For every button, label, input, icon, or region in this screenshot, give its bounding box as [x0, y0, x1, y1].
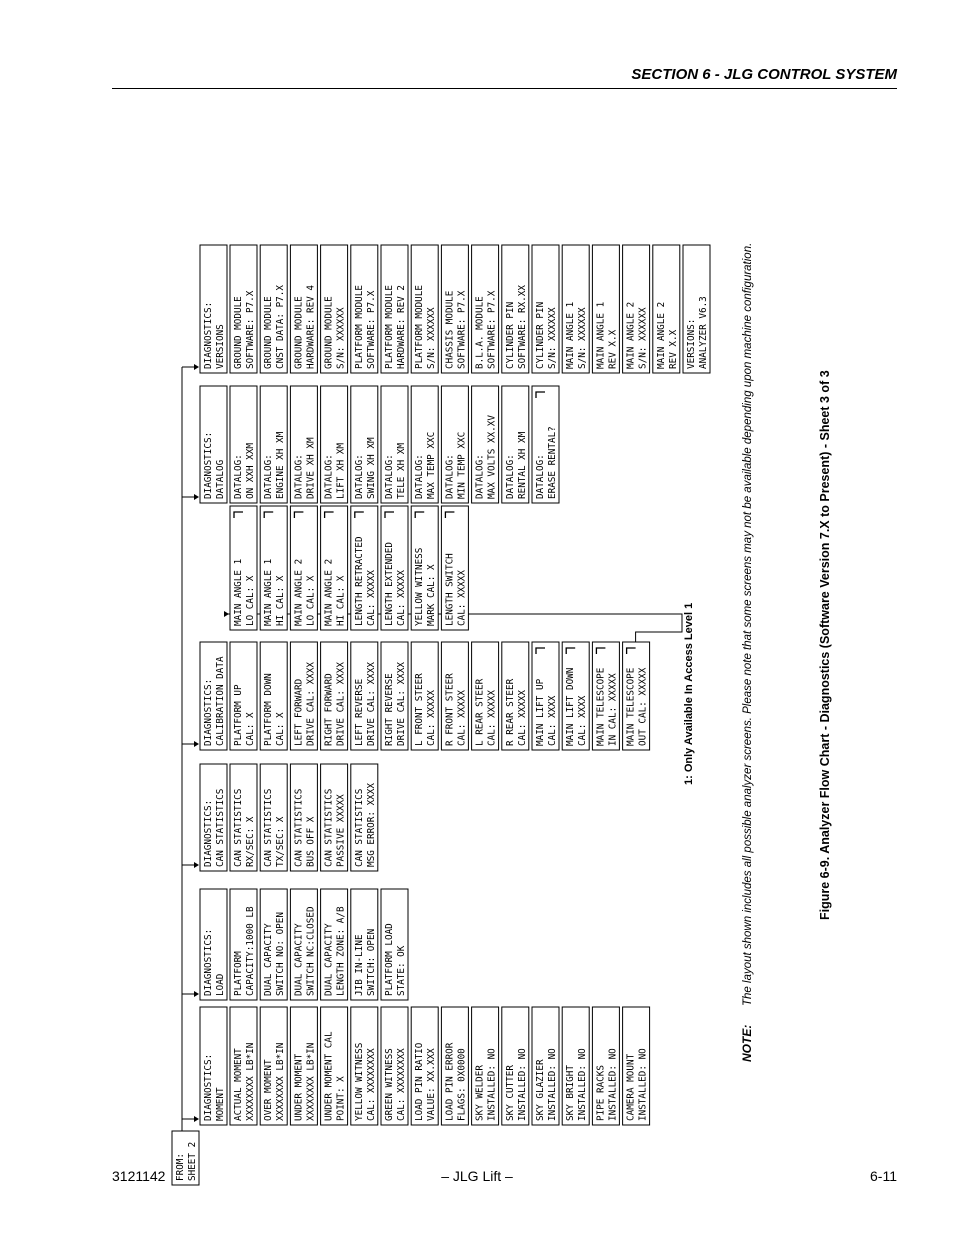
column-1-heading-line: DIAGNOSTICS:: [203, 928, 214, 996]
column-5-item-line: RENTAL XH XM: [516, 431, 528, 499]
document-number: 3121142: [112, 1168, 166, 1184]
column-0-item: [592, 1007, 619, 1125]
column-0-heading: [200, 1007, 227, 1125]
column-5-heading: [200, 386, 227, 503]
column-6-item-line: SOFTWARE: RX.XX: [516, 285, 528, 369]
column-2-heading-line: CAN STATISTICS: [215, 788, 226, 867]
column-4-item: [260, 506, 287, 630]
column-6-item-line: CYLINDER PIN: [535, 301, 546, 369]
arrow-head: [224, 611, 229, 617]
column-6-item-line: GROUND MODULE: [263, 296, 275, 369]
column-0-item-line: SKY CUTTER: [504, 1065, 516, 1121]
column-4-item-line: LENGTH SWITCH: [444, 553, 456, 626]
column-3-item-line: MAIN TELESCOPE: [595, 667, 607, 746]
column-0-item-line: YELLOW WITNESS: [353, 1042, 365, 1121]
column-6-item: [472, 245, 499, 373]
column-6-item-line: B.L.A. MODULE: [474, 296, 486, 369]
column-6-item-line: MAIN ANGLE 2: [655, 301, 667, 369]
column-4-item: [351, 506, 378, 630]
column-2-item: [321, 764, 348, 871]
column-3-item: [411, 642, 438, 750]
from-sheet-2-box-line: FROM:: [175, 1153, 186, 1181]
column-1-item-line: PLATFORM: [233, 951, 244, 996]
column-5-item-line: MIN TEMP XXC: [456, 431, 468, 499]
column-2-item: [260, 764, 287, 871]
column-6-item-line: GROUND MODULE: [293, 296, 305, 369]
arrow-head: [194, 741, 199, 747]
column-0-item: [623, 1007, 650, 1125]
column-3-item: [321, 642, 348, 750]
column-6-item-line: HARDWARE: REV 4: [305, 285, 317, 369]
column-3-item-line: LEFT REVERSE: [353, 678, 365, 746]
column-2-item-line: CAN STATISTICS: [263, 788, 275, 867]
column-6-item-line: CNST DATA: P7.X: [275, 285, 287, 369]
column-4-item-line: MAIN ANGLE 2: [323, 558, 335, 626]
column-1-item: [321, 889, 348, 1000]
column-0-item-line: FLAGS: 0X0000: [456, 1048, 468, 1121]
column-5-item: [441, 386, 468, 503]
column-0-item-line: CAL: XXXXXXXX: [365, 1048, 377, 1121]
column-1-item-line: SWITCH: OPEN: [365, 928, 377, 996]
column-5-item-line: DATALOG:: [263, 454, 275, 499]
column-4-item: [321, 506, 348, 630]
column-6-item-line: ANALYZER V6.3: [698, 296, 709, 369]
column-0-item-line: LOAD PIN ERROR: [444, 1042, 456, 1121]
column-1-item-line: SWITCH NC:CLOSED: [305, 906, 317, 996]
footnote-text: 1: Only Available In Access Level 1: [683, 602, 695, 785]
column-0-item-line: UNDER MOMENT: [293, 1053, 305, 1121]
column-6-item: [532, 245, 559, 373]
column-3-item: [532, 642, 559, 750]
column-4-item-line: YELLOW WITNESS: [414, 547, 426, 626]
column-3-item-line: CAL: XXXXX: [516, 690, 528, 746]
column-3-item-line: PLATFORM DOWN: [263, 673, 275, 746]
column-4-item-line: LO CAL: X: [305, 575, 317, 626]
column-1-item: [351, 889, 378, 1000]
column-5-item: [321, 386, 348, 503]
column-3-item-line: CAL: X: [275, 712, 287, 746]
column-2-heading: [200, 764, 227, 871]
column-2-item-line: CAN STATISTICS: [233, 788, 244, 867]
column-5-item-line: LIFT XH XM: [335, 443, 347, 499]
column-3-heading: [200, 642, 227, 750]
column-3-item-line: MAIN LIFT DOWN: [565, 667, 577, 746]
column-5-item-line: DATALOG:: [474, 454, 486, 499]
column-2-item: [351, 764, 378, 871]
column-0-item-line: ACTUAL MOMENT: [233, 1048, 244, 1121]
column-2-item-line: PASSIVE XXXXX: [335, 794, 347, 867]
column-0-item-line: GREEN WITNESS: [384, 1048, 395, 1121]
column-3-item-line: CAL: X: [245, 712, 256, 746]
column-1-item-line: DUAL CAPACITY: [263, 923, 275, 996]
column-3-item-line: CAL: XXXXX: [456, 690, 468, 746]
column-3-item-line: RIGHT REVERSE: [384, 673, 395, 746]
column-4-item: [290, 506, 317, 630]
column-3-item-line: PLATFORM UP: [233, 684, 244, 746]
column-5-item-line: DRIVE XH XM: [305, 437, 317, 499]
column-6-item-line: REV X.X: [607, 329, 619, 369]
column-6-item-line: PLATFORM MODULE: [353, 285, 365, 369]
column-3-item: [351, 642, 378, 750]
column-0-item-line: INSTALLED: NO: [547, 1048, 558, 1121]
column-0-item: [411, 1007, 438, 1125]
column-0-item-line: XXXXXXXX LB*IN: [275, 1042, 287, 1121]
note-label: NOTE:: [740, 1024, 754, 1062]
column-3-item-line: CAL: XXXX: [577, 695, 589, 746]
column-0-item-line: POINT: X: [335, 1076, 347, 1121]
column-4-item-line: LO CAL: X: [245, 575, 256, 626]
column-1-heading: [200, 889, 227, 1000]
column-4-item-line: MARK CAL: X: [426, 564, 438, 626]
footer-brand: – JLG Lift –: [441, 1168, 513, 1184]
column-3-item: [472, 642, 499, 750]
column-6-item-line: S/N: XXXXXX: [547, 307, 558, 369]
column-3-item-line: LEFT FORWARD: [293, 678, 305, 746]
column-3-item-line: R FRONT STEER: [444, 673, 456, 746]
column-2-item-line: CAN STATISTICS: [293, 788, 305, 867]
section-title: SECTION 6 - JLG CONTROL SYSTEM: [631, 66, 897, 83]
column-3-item: [260, 642, 287, 750]
column-6-item: [653, 245, 680, 373]
column-4-item-line: HI CAL: X: [275, 575, 287, 626]
column-5-item: [472, 386, 499, 503]
column-6-item-line: SOFTWARE: P7.X: [456, 290, 468, 369]
column-6-item-line: S/N: XXXXXX: [426, 307, 438, 369]
column-2-item-line: BUS OFF X: [305, 816, 317, 867]
column-5-item-line: ERASE RENTAL?: [547, 426, 558, 499]
column-5-item-line: MAX VOLTS XX.XV: [486, 415, 498, 499]
column-6-item-line: SOFTWARE: P7.X: [486, 290, 498, 369]
column-1-item-line: STATE: OK: [396, 945, 407, 996]
arrow-head: [194, 862, 199, 868]
column-5-item: [532, 386, 559, 503]
column-6-item-line: GROUND MODULE: [323, 296, 335, 369]
column-2-heading-line: DIAGNOSTICS:: [203, 799, 214, 867]
column-6-heading-line: VERSIONS: [215, 324, 226, 369]
column-0-item: [562, 1007, 589, 1125]
column-3-heading-line: CALIBRATION DATA: [215, 656, 226, 746]
column-3-item: [441, 642, 468, 750]
column-5-heading-line: DIAGNOSTICS:: [203, 431, 214, 499]
column-6-item: [623, 245, 650, 373]
column-6-item: [502, 245, 529, 373]
column-4-item-line: CAL: XXXXX: [365, 570, 377, 626]
column-0-item-line: XXXXXXXX LB*IN: [245, 1042, 256, 1121]
column-4-item: [441, 506, 468, 630]
column-3-item: [381, 642, 408, 750]
column-0-item: [502, 1007, 529, 1125]
column-4-item: [381, 506, 408, 630]
column-1-item: [290, 889, 317, 1000]
column-6-item: [321, 245, 348, 373]
column-3-item-line: DRIVE CAL: XXXX: [365, 662, 377, 746]
column-0-item-line: INSTALLED: NO: [486, 1048, 498, 1121]
screen-boxes: [172, 245, 710, 1185]
column-3-item-line: OUT CAL: XXXXX: [637, 667, 649, 746]
column-5-item-line: MAX TEMP XXC: [426, 431, 438, 499]
column-6-heading: [200, 245, 227, 373]
column-6-item-line: MAIN ANGLE 1: [595, 301, 607, 369]
column-0-item-line: INSTALLED: NO: [516, 1048, 528, 1121]
column-3-item: [623, 642, 650, 750]
column-5-item-line: TELE XH XM: [396, 443, 407, 499]
column-5-item: [230, 386, 257, 503]
column-3-item-line: L REAR STEER: [474, 678, 486, 746]
column-6-item-line: PLATFORM MODULE: [384, 285, 395, 369]
column-3-item: [230, 642, 257, 750]
column-2-item: [290, 764, 317, 871]
column-3-item-line: DRIVE CAL: XXXX: [305, 662, 317, 746]
column-5-item: [290, 386, 317, 503]
column-1-item-line: DUAL CAPACITY: [293, 923, 305, 996]
column-6-item: [592, 245, 619, 373]
column-5-item: [502, 386, 529, 503]
column-0-item-line: OVER MOMENT: [263, 1059, 275, 1121]
column-6-item-line: S/N: XXXXXX: [577, 307, 589, 369]
column-4-item-line: HI CAL: X: [335, 575, 347, 626]
column-5-heading-line: DATALOG: [215, 459, 226, 499]
column-6-item-line: MAIN ANGLE 1: [565, 301, 577, 369]
column-0-item-line: INSTALLED: NO: [637, 1048, 649, 1121]
column-4-item-line: LENGTH RETRACTED: [353, 536, 365, 626]
column-5-item-line: DATALOG:: [384, 454, 395, 499]
column-0-item: [260, 1007, 287, 1125]
column-3-item-line: MAIN LIFT UP: [535, 678, 546, 746]
column-2-item: [230, 764, 257, 871]
column-0-item: [290, 1007, 317, 1125]
column-0-heading-line: DIAGNOSTICS:: [203, 1053, 214, 1121]
column-4-item-line: MAIN ANGLE 1: [263, 558, 275, 626]
column-1-item-line: DUAL CAPACITY: [323, 923, 335, 996]
column-0-heading-line: MOMENT: [215, 1087, 226, 1121]
column-3-item: [562, 642, 589, 750]
column-3-item: [592, 642, 619, 750]
column-2-item-line: TX/SEC: X: [275, 816, 287, 867]
column-5-item-line: DATALOG:: [444, 454, 456, 499]
column-4-item-line: MAIN ANGLE 1: [233, 558, 244, 626]
column-3-item-line: CAL: XXXXX: [486, 690, 498, 746]
column-6-item-line: MAIN ANGLE 2: [625, 301, 637, 369]
column-4-item-line: CAL: XXXXX: [456, 570, 468, 626]
column-6-item: [411, 245, 438, 373]
column-0-item-line: CAL: XXXXXXXX: [396, 1048, 407, 1121]
column-4-item-line: LENGTH EXTENDED: [384, 542, 395, 626]
column-0-item-line: SKY BRIGHT: [565, 1065, 577, 1121]
column-6-item: [441, 245, 468, 373]
column-4-item: [230, 506, 257, 630]
column-3-heading-line: DIAGNOSTICS:: [203, 678, 214, 746]
column-5-item-line: DATALOG:: [535, 454, 546, 499]
column-5-item-line: ON XXH XXM: [245, 443, 256, 499]
column-1-heading-line: LOAD: [215, 973, 226, 996]
column-0-item-line: PIPE RACKS: [595, 1065, 607, 1121]
column-6-item: [290, 245, 317, 373]
column-3-item-line: RIGHT FORWARD: [323, 673, 335, 746]
note-text: The layout shown includes all possible analyzer screens. Please note that some screens may not be available depending upon machine configuration.: [742, 242, 754, 1006]
column-0-item-line: UNDER MOMENT CAL: [323, 1031, 335, 1121]
column-3-item: [502, 642, 529, 750]
column-6-item-line: CHASSIS MODULE: [444, 290, 456, 369]
column-0-item-line: INSTALLED: NO: [607, 1048, 619, 1121]
column-5-item: [381, 386, 408, 503]
column-2-item-line: RX/SEC: X: [245, 816, 256, 867]
column-0-item: [381, 1007, 408, 1125]
column-5-item: [351, 386, 378, 503]
column-6-item-line: S/N: XXXXXX: [335, 307, 347, 369]
arrow-head: [194, 494, 199, 500]
column-6-item: [230, 245, 257, 373]
column-6-item-line: CYLINDER PIN: [504, 301, 516, 369]
column-0-item-line: VALUE: XX.XXX: [426, 1048, 438, 1121]
column-2-item-line: CAN STATISTICS: [353, 788, 365, 867]
column-6-item: [683, 245, 710, 373]
column-0-item-line: INSTALLED: NO: [577, 1048, 589, 1121]
column-3-item-line: DRIVE CAL: XXXX: [396, 662, 407, 746]
page-number: 6-11: [870, 1168, 897, 1184]
column-5-item-line: DATALOG:: [233, 454, 244, 499]
column-3-item: [290, 642, 317, 750]
column-5-item-line: SWING XH XM: [365, 437, 377, 499]
arrow-head: [194, 991, 199, 997]
column-5-item-line: DATALOG:: [323, 454, 335, 499]
column-2-item-line: CAN STATISTICS: [323, 788, 335, 867]
column-5-item-line: DATALOG:: [293, 454, 305, 499]
column-6-item: [260, 245, 287, 373]
column-0-item: [472, 1007, 499, 1125]
column-1-item-line: CAPACITY:1000 LB: [245, 906, 256, 996]
flowchart-rotated-layer: [172, 245, 710, 1185]
column-6-item-line: SOFTWARE: P7.X: [365, 290, 377, 369]
column-0-item-line: XXXXXXXX LB*IN: [305, 1042, 317, 1121]
column-3-item-line: CAL: XXXX: [547, 695, 558, 746]
column-6-item-line: HARDWARE: REV 2: [396, 285, 407, 369]
arrow-head: [194, 364, 199, 370]
column-6-heading-line: DIAGNOSTICS:: [203, 301, 214, 369]
from-sheet-2-box-line: SHEET 2: [187, 1141, 198, 1181]
column-1-item: [381, 889, 408, 1000]
column-6-item: [351, 245, 378, 373]
column-6-item-line: REV X.X: [667, 329, 679, 369]
figure-caption: Figure 6-9. Analyzer Flow Chart - Diagnostics (Software Version 7.X to Present) - Sheet 3 of 3: [818, 370, 832, 920]
column-6-item-line: VERSIONS:: [686, 318, 697, 369]
column-3-item-line: IN CAL: XXXXX: [607, 673, 619, 746]
arrow-head: [194, 1116, 199, 1122]
column-1-item-line: LENGTH ZONE: A/B: [335, 906, 347, 996]
column-5-item-line: DATALOG:: [504, 454, 516, 499]
column-6-item-line: S/N: XXXXXX: [637, 307, 649, 369]
column-0-item: [441, 1007, 468, 1125]
column-5-item-line: ENGINE XH XM: [275, 431, 287, 499]
column-4-item-line: MAIN ANGLE 2: [293, 558, 305, 626]
column-5-item: [411, 386, 438, 503]
column-1-item: [230, 889, 257, 1000]
column-5-item: [260, 386, 287, 503]
column-0-item-line: SKY GLAZIER: [535, 1059, 546, 1121]
column-3-item-line: DRIVE CAL: XXXX: [335, 662, 347, 746]
column-4-item: [411, 506, 438, 630]
column-5-item-line: DATALOG:: [353, 454, 365, 499]
column-1-item-line: PLATFORM LOAD: [384, 923, 395, 996]
column-3-item-line: CAL: XXXXX: [426, 690, 438, 746]
column-6-item: [562, 245, 589, 373]
column-3-item-line: L FRONT STEER: [414, 673, 426, 746]
column-3-item-line: MAIN TELESCOPE: [625, 667, 637, 746]
column-4-item-line: CAL: XXXXX: [396, 570, 407, 626]
column-0-item: [321, 1007, 348, 1125]
column-0-item: [230, 1007, 257, 1125]
column-0-item: [351, 1007, 378, 1125]
column-6-item-line: GROUND MODULE: [233, 296, 244, 369]
column-0-item-line: CAMERA MOUNT: [625, 1053, 637, 1121]
column-0-item: [532, 1007, 559, 1125]
column-6-item-line: PLATFORM MODULE: [414, 285, 426, 369]
column-0-item-line: SKY WELDER: [474, 1065, 486, 1121]
column-3-item-line: R REAR STEER: [504, 678, 516, 746]
column-5-item-line: DATALOG:: [414, 454, 426, 499]
column-0-item-line: LOAD PIN RATIO: [414, 1042, 426, 1121]
column-6-item-line: SOFTWARE: P7.X: [245, 290, 256, 369]
column-1-item: [260, 889, 287, 1000]
column-1-item-line: SWITCH NO: OPEN: [275, 912, 287, 996]
column-6-item: [381, 245, 408, 373]
column-1-item-line: JIB IN-LINE: [353, 934, 365, 996]
column-2-item-line: MSG ERROR: XXXX: [365, 783, 377, 867]
